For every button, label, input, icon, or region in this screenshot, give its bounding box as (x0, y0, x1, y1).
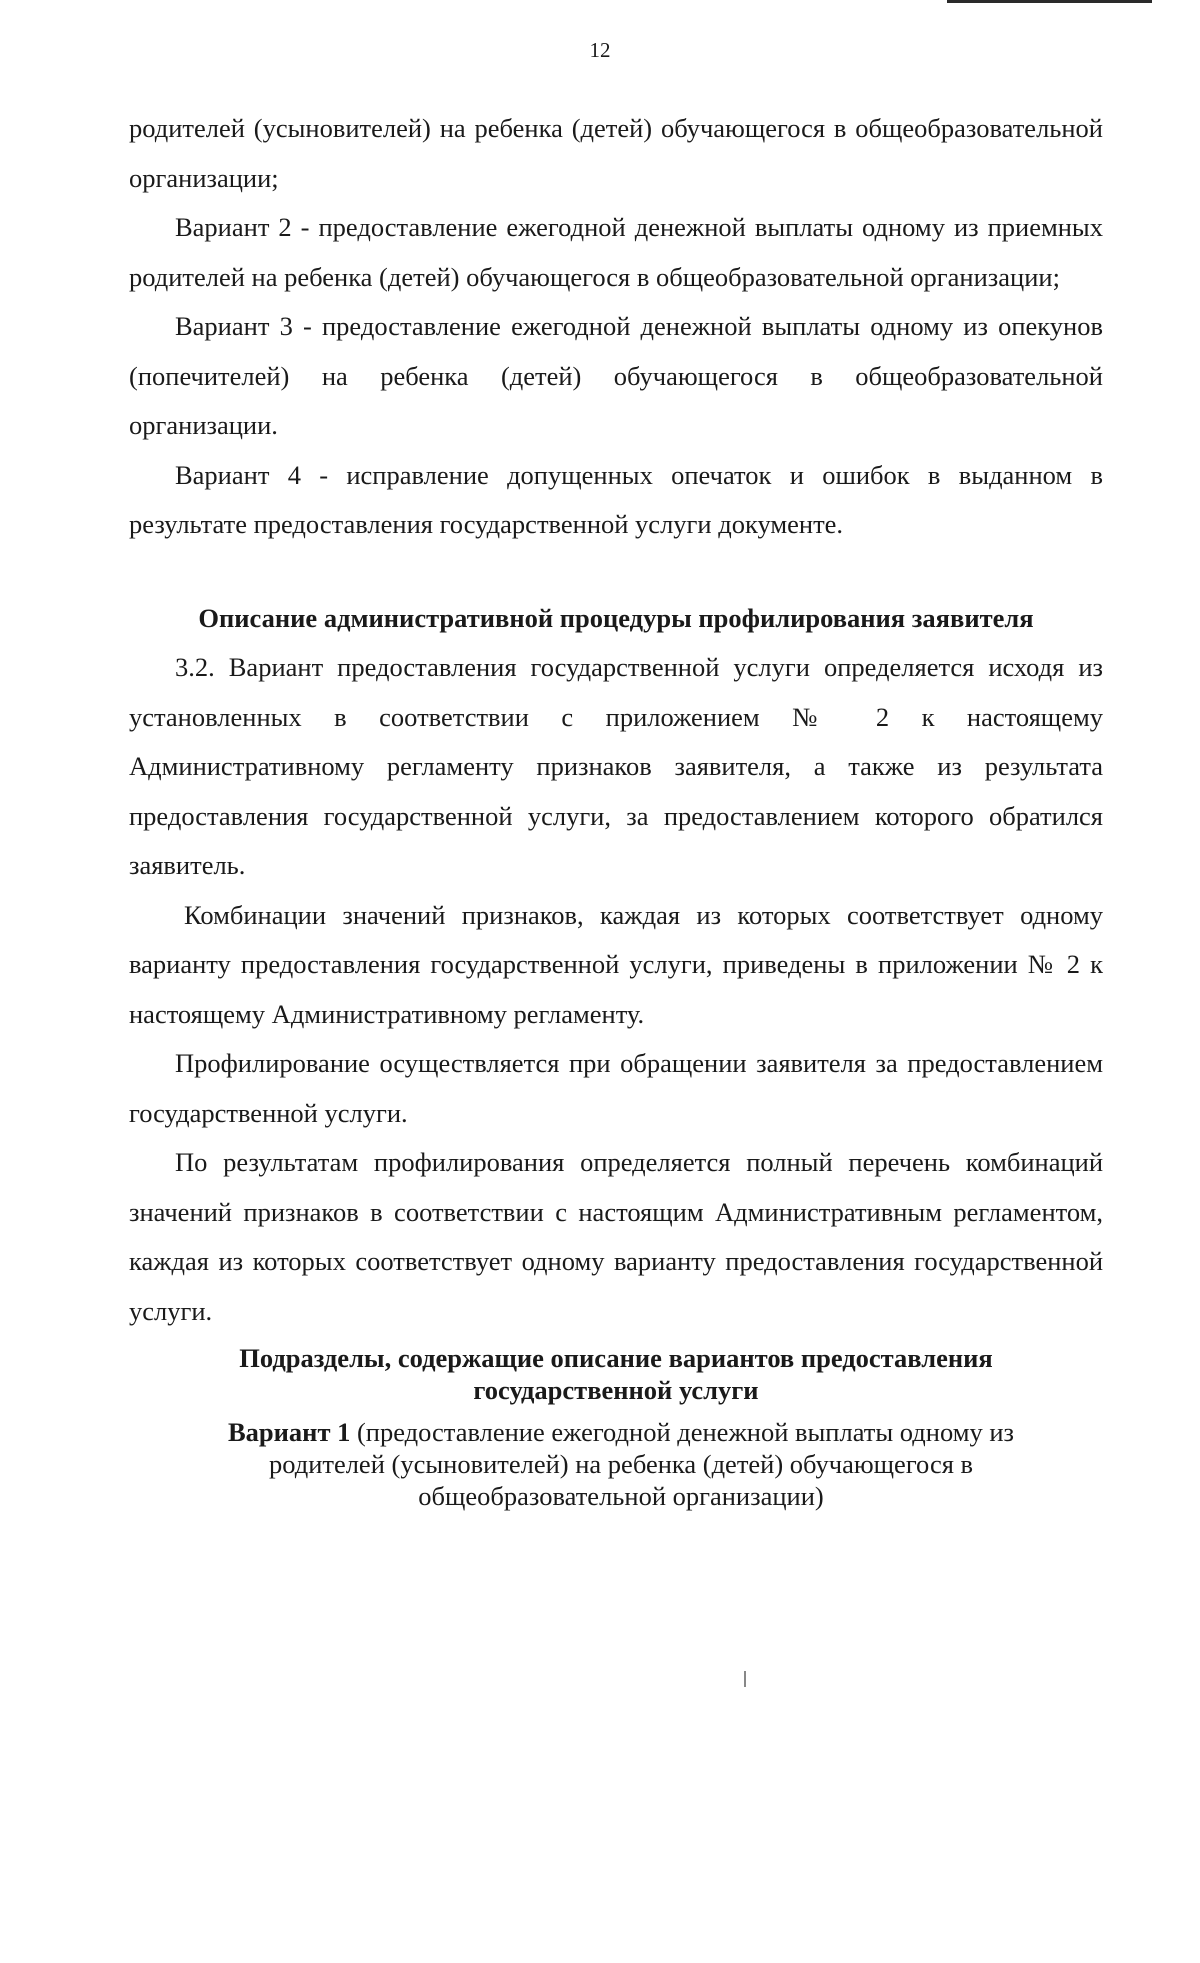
paragraph-combinations: Комбинации значений признаков, каждая из которых соответствует одному варианту предоставления государственной услуги, приведены в приложении № 2 к настоящему Административному регламенту. (129, 899, 1103, 1029)
variant-1-text: (предоставление ежегодной денежной выплаты одному из родителей (усыновителей) на ребенка (детей) обучающегося в общеобразовательной организации) (268, 1417, 1014, 1511)
document-body (129, 104, 1103, 1512)
scan-artifact (744, 1671, 746, 1687)
section-heading-subsections (129, 1342, 1103, 1406)
section-heading-profiling: Описание административной процедуры профилирования заявителя (198, 602, 1034, 633)
scan-edge-mark (947, 0, 1152, 3)
paragraph-results: По результатам профилирования определяется полный перечень комбинаций значений признаков в соответствии с настоящим Административным регламентом, каждая из которых соответствует одному варианту предоставления государственной услуги. (129, 1147, 1103, 1326)
paragraph-3-2: 3.2. Вариант предоставления государственной услуги определяется исходя из установленных в соответствии с приложением № 2 к настоящему Административному регламенту признаков заявителя, а также из результата предоставления государственной услуги, за предоставлением которого обратился заявитель. (129, 652, 1103, 880)
variant-1-caption (129, 1416, 1103, 1512)
paragraph-continuation: родителей (усыновителей) на ребенка (детей) обучающегося в общеобразовательной организации; (129, 113, 1103, 193)
subsections-heading-line-1: Подразделы, содержащие описание вариантов предоставления (239, 1343, 993, 1373)
paragraph-profiling: Профилирование осуществляется при обращении заявителя за предоставлением государственной услуги. (129, 1048, 1103, 1128)
variant-1-label: Вариант 1 (228, 1417, 351, 1447)
paragraph-variant-3: Вариант 3 - предоставление ежегодной денежной выплаты одному из опекунов (попечителей) на ребенка (детей) обучающегося в общеобразовательной организации. (129, 311, 1103, 440)
page-number: 12 (589, 38, 611, 62)
paragraph-variant-2: Вариант 2 - предоставление ежегодной денежной выплаты одному из приемных родителей на ребенка (детей) обучающегося в общеобразовательной организации; (129, 212, 1103, 292)
subsections-heading-line-2: государственной услуги (473, 1375, 759, 1405)
paragraph-variant-4: Вариант 4 - исправление допущенных опечаток и ошибок в выданном в результате предоставления государственной услуги документе. (129, 459, 1103, 539)
